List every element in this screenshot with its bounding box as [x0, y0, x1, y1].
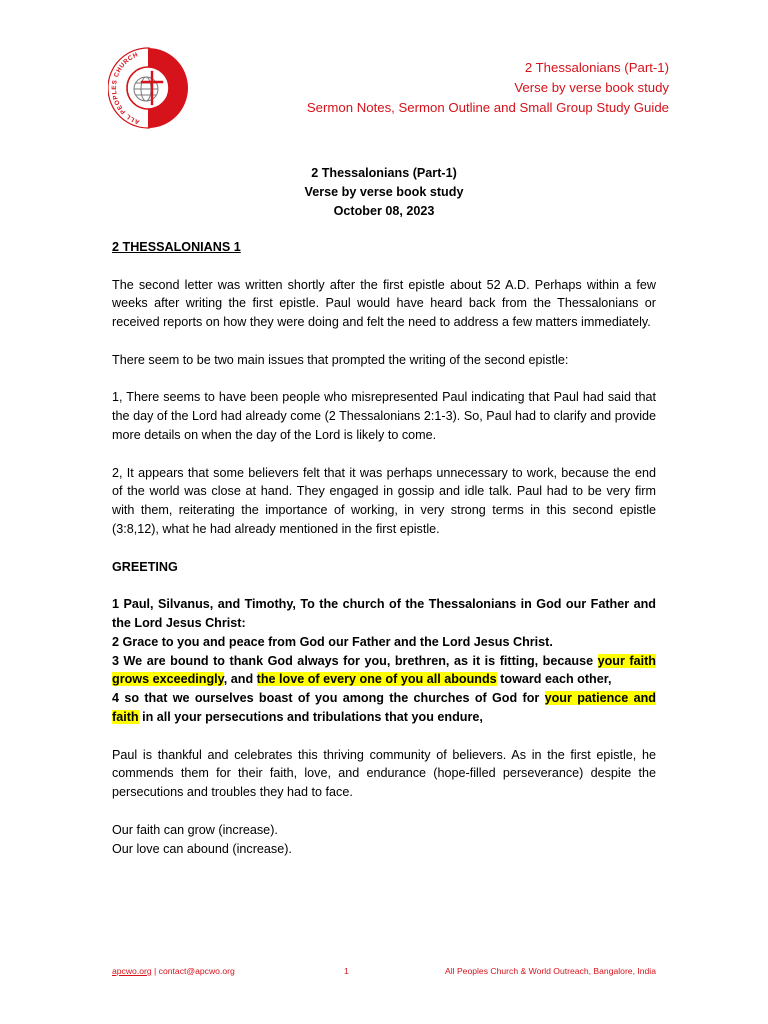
- header-line-1: 2 Thessalonians (Part-1): [524, 60, 669, 75]
- header-line-2: Verse by verse book study: [514, 80, 669, 95]
- logo-arc-text: ALL PEOPLES CHURCH: [110, 51, 141, 126]
- header-line-3: Sermon Notes, Sermon Outline and Small Group Study Guide: [306, 100, 669, 115]
- verse-1: 1 Paul, Silvanus, and Timothy, To the church of the Thessalonians in God our Father and the Lord Jesus Christ:: [112, 597, 656, 630]
- document-body: [112, 238, 656, 877]
- church-logo-icon: [108, 44, 192, 132]
- paragraph: Paul is thankful and celebrates this thriving community of believers. As in the first epistle, he commends them for their faith, love, and endurance (hope-filled perseverance) despite the persecutions and troubles they had to face.: [112, 747, 656, 800]
- document-header: [307, 58, 669, 118]
- paragraph: 1, There seems to have been people who misrepresented Paul indicating that Paul had said that the day of the Lord had already come (2 Thessalonians 2:1-3). So, Paul had to clarify and provide more details on when the day of the Lord is likely to come.: [112, 390, 656, 442]
- document-title: [112, 164, 656, 221]
- church-logo: [108, 44, 192, 132]
- paragraph: 2, It appears that some believers felt that it was perhaps unnecessary to work, because the end of the world was close at hand. They engaged in gossip and idle talk. Paul had to be very firm with them, reiterating the importance of working, in very strong terms in this second epistle (3:8,12), what he had already mentioned in the first epistle.: [112, 465, 656, 536]
- faith-line: Our faith can grow (increase).: [112, 822, 278, 837]
- website-link[interactable]: apcwo.org: [112, 966, 152, 976]
- paragraph: There seem to be two main issues that prompted the writing of the second epistle:: [112, 352, 569, 367]
- highlight: your patience and faith: [112, 691, 657, 724]
- footer-separator: |: [151, 966, 159, 976]
- page-number: 1: [344, 966, 349, 976]
- page-footer: [112, 966, 656, 980]
- love-line: Our love can abound (increase).: [112, 841, 292, 856]
- verse-2: 2 Grace to you and peace from God our Father and the Lord Jesus Christ.: [112, 634, 553, 649]
- section-heading: 2 THESSALONIANS 1: [112, 240, 241, 254]
- verse-4: 4 so that we ourselves boast of you among the churches of God for your patience and faith in all your persecutions and tribulations that you endure,: [112, 691, 657, 724]
- greeting-heading: GREETING: [112, 559, 178, 574]
- highlight: the love of every one of you all abounds: [256, 672, 497, 687]
- footer-org: All Peoples Church & World Outreach, Bangalore, India: [445, 966, 656, 976]
- footer-contact: [112, 966, 235, 976]
- title-line-1: 2 Thessalonians (Part-1): [311, 166, 457, 180]
- verse-3: 3 We are bound to thank God always for you, brethren, as it is fitting, because your faith grows exceedingly, and the love of every one of you all abounds toward each other,: [112, 653, 656, 687]
- paragraph: [112, 821, 656, 859]
- title-line-2: Verse by verse book study: [304, 185, 464, 199]
- highlight: your faith grows exceedingly: [112, 653, 656, 687]
- email-text: contact@apcwo.org: [158, 966, 235, 976]
- scripture-verses: [112, 595, 656, 727]
- title-date: October 08, 2023: [333, 204, 435, 218]
- paragraph: The second letter was written shortly after the first epistle about 52 A.D. Perhaps within a few weeks after writing the first epistle. Paul would have heard back from the Thessalonians or received reports on how they were doing and felt the need to address a few matters immediately.: [112, 277, 656, 330]
